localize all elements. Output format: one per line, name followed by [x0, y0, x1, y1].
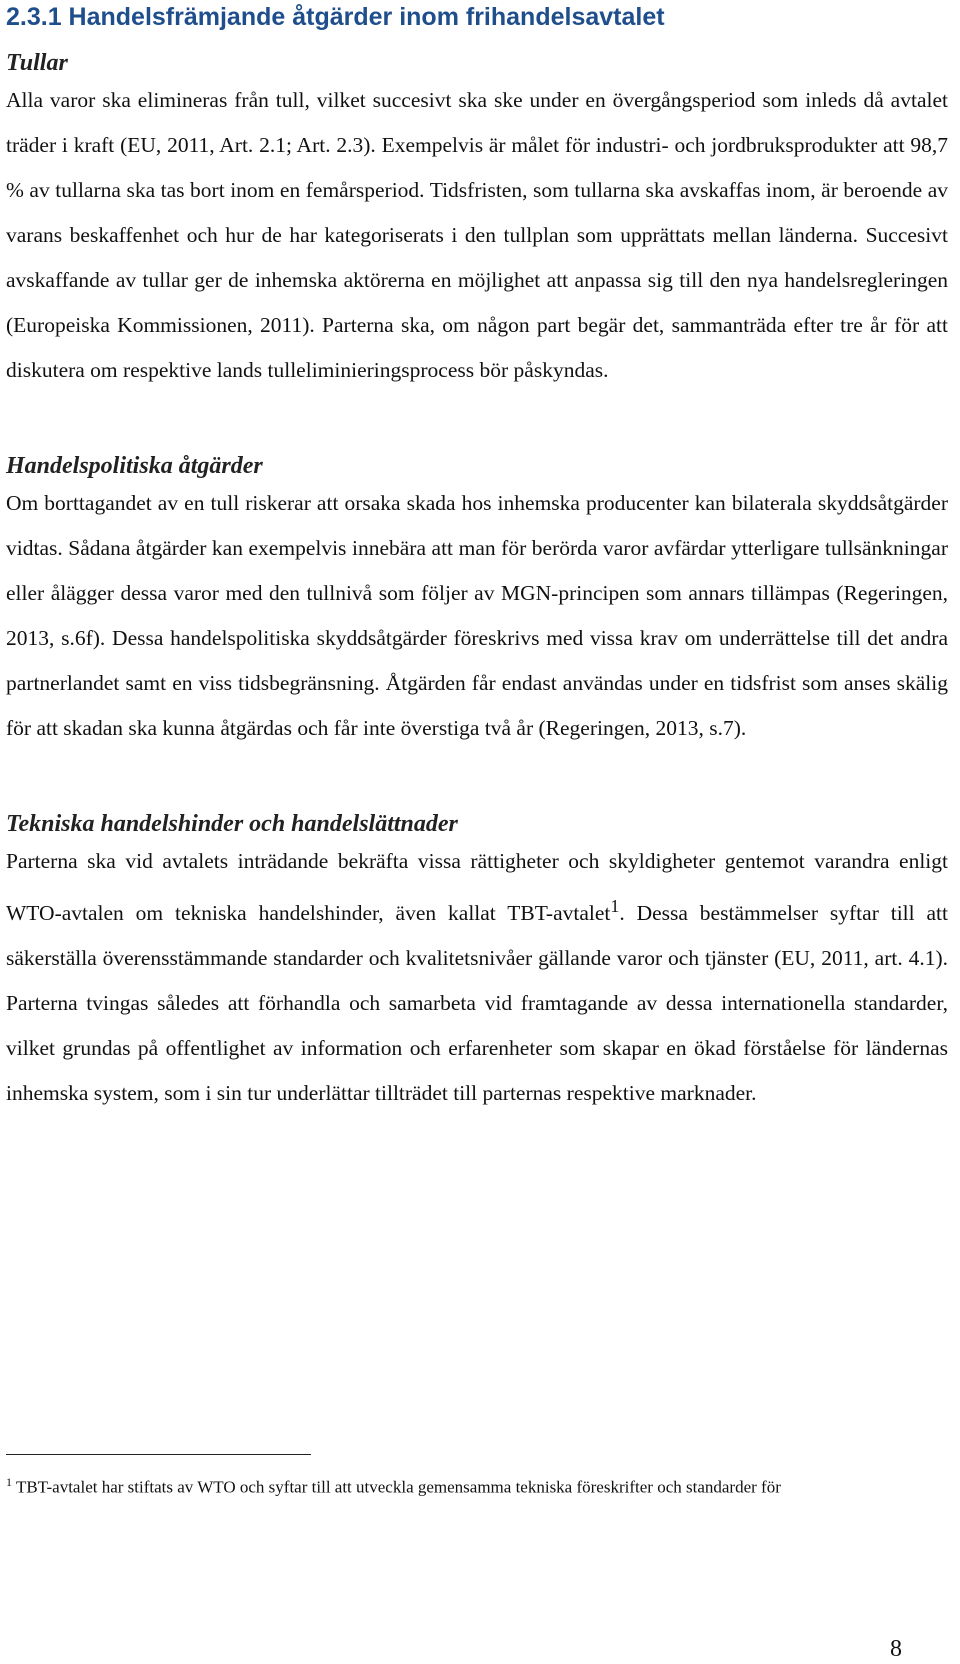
paragraph-tekniska-part2: . Dessa bestämmelser syftar till att säkerställa överensstämmande standarder och kvalitetsnivåer gällande varor och tjänster (EU, 2011, art. 4.1). Parterna tvingas således att förhandla och samarbeta vid framtagande av dessa internationella standarder, vilket grundas på offentlighet av information och erfarenheter som skapar en ökad förståelse för ländernas inhemska system, som i sin tur underlättar tillträdet till parternas respektive marknader. [6, 901, 948, 1106]
paragraph-tekniska-part1: Parterna ska vid avtalets inträdande bekräfta vissa rättigheter och skyldigheter gentemot varandra enligt WTO-avtalen om tekniska handelshinder, även kallat TBT-avtalet [6, 849, 948, 926]
footnote-divider [6, 1454, 311, 1455]
footnote [6, 1470, 946, 1500]
subsection-title-tullar: Tullar [6, 50, 68, 76]
paragraph-tekniska [6, 839, 948, 1116]
paragraph-tullar: Alla varor ska elimineras från tull, vilket succesivt ska ske under en övergångsperiod som inleds då avtalet träder i kraft (EU, 2011, Art. 2.1; Art. 2.3). Exempelvis är målet för industri- och jordbruksprodukter att 98,7 % av tullarna ska tas bort inom en femårsperiod. Tidsfristen, som tullarna ska avskaffas inom, är beroende av varans beskaffenhet och hur de har kategoriserats i den tullplan som upprättats mellan länderna. Succesivt avskaffande av tullar ger de inhemska aktörerna en möjlighet att anpassa sig till den nya handelsregleringen (Europeiska Kommissionen, 2011). Parterna ska, om någon part begär det, sammanträda efter tre år för att diskutera om respektive lands tulleliminieringsprocess bör påskyndas. [6, 88, 948, 382]
page-number: 8 [890, 1636, 902, 1662]
paragraph-handelspolitiska: Om borttagandet av en tull riskerar att orsaka skada hos inhemska producenter kan bilaterala skyddsåtgärder vidtas. Sådana åtgärder kan exempelvis innebära att man för berörda varor avfärdar ytterligare tullsänkningar eller ålägger dessa varor med den tullnivå som följer av MGN-principen som annars tillämpas (Regeringen, 2013, s.6f). Dessa handelspolitiska skyddsåtgärder föreskrivs med vissa krav om underrättelse till det andra partnerlandet samt en viss tidsbegränsning. Åtgärden får endast användas under en tidsfrist som anses skälig för att skadan ska kunna åtgärdas och får inte överstiga två år (Regeringen, 2013, s.7). [6, 491, 948, 740]
document-page [6, 0, 948, 1116]
subsection-title-handelspolitiska: Handelspolitiska åtgärder [6, 453, 263, 479]
section-gap [6, 751, 948, 791]
section-heading: 2.3.1 Handelsfrämjande åtgärder inom frihandelsavtalet [6, 3, 665, 31]
footnote-text: TBT-avtalet har stiftats av WTO och syftar till att utveckla gemensamma tekniska föreskrifter och standarder för [15, 1477, 781, 1497]
footnote-reference[interactable]: 1 [610, 896, 620, 916]
footnote-marker: 1 [6, 1475, 12, 1489]
subsection-title-tekniska: Tekniska handelshinder och handelslättnader [6, 811, 458, 837]
section-gap [6, 393, 948, 433]
